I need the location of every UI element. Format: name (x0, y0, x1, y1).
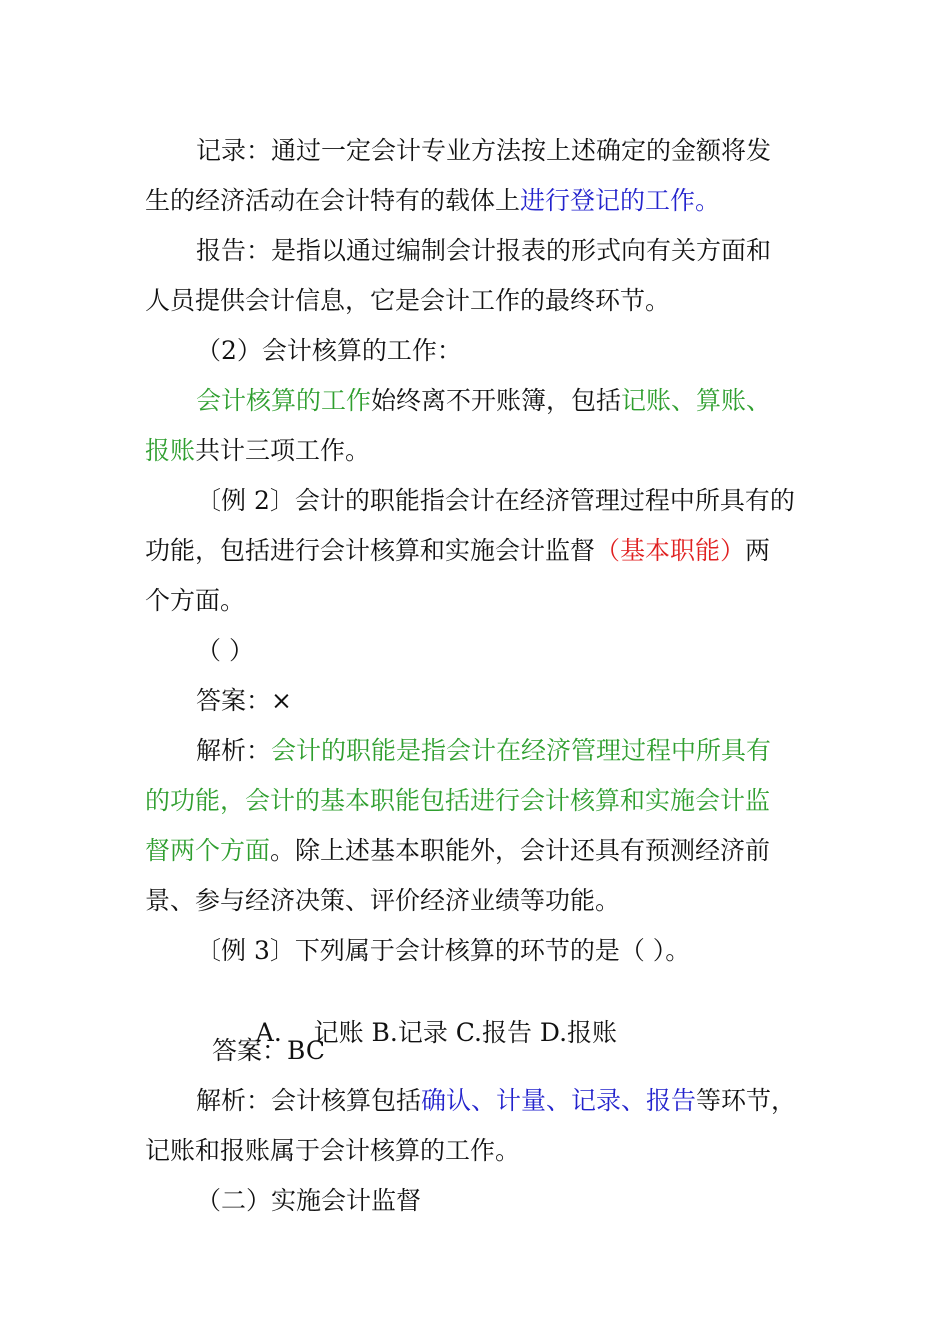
example2-analysis-line3 (145, 835, 770, 867)
example2-line3 (145, 585, 245, 617)
work-text: 始终离不开账簿，包括 (371, 386, 622, 415)
example2-line2 (145, 535, 770, 567)
work-text-cont: 共计三项工作。 (195, 436, 371, 465)
example2-analysis-line2 (145, 785, 770, 817)
subheading-text: （2）会计核算的工作： (196, 336, 462, 365)
answer-text: 答案：BC (212, 1036, 325, 1065)
example2-question-cont: 功能，包括进行会计核算和实施会计监督 (145, 536, 596, 565)
example3-answer (212, 1035, 325, 1067)
example2-question-tail: 两 (745, 536, 771, 565)
example3-question-text: 〔例 3〕下列属于会计核算的环节的是（ ）。 (196, 936, 691, 965)
section-heading (196, 1185, 421, 1217)
analysis-label: 解析： (196, 736, 272, 765)
paragraph-report-line1 (196, 235, 771, 267)
analysis-highlight: 会计的职能是指会计在经济管理过程中所具有 (271, 736, 772, 765)
example2-question-end: 个方面。 (145, 586, 246, 615)
example2-analysis-line4 (145, 885, 620, 917)
options-text: A. 记账 B.记录 C.报告 D.报账 (255, 1018, 618, 1047)
example3-question (196, 935, 690, 967)
example3-analysis-line1 (196, 1085, 796, 1117)
paragraph-record-line1 (196, 135, 771, 167)
paragraph-record-line2 (145, 185, 720, 217)
subheading-accounting-work (196, 335, 462, 367)
record-highlight: 进行登记的工作。 (520, 186, 721, 215)
record-text: 记录：通过一定会计专业方法按上述确定的金额将发 (196, 136, 772, 165)
analysis-highlight-cont: 的功能，会计的基本职能包括进行会计核算和实施会计监 (145, 786, 771, 815)
section-heading-text: （二）实施会计监督 (196, 1186, 422, 1215)
paragraph-work-line1 (196, 385, 771, 417)
report-text: 报告：是指以通过编制会计报表的形式向有关方面和 (196, 236, 772, 265)
analysis-text-tail: 等环节， (696, 1086, 797, 1115)
report-text-cont: 人员提供会计信息，它是会计工作的最终环节。 (145, 286, 671, 315)
analysis-text-cont: 记账和报账属于会计核算的工作。 (145, 1136, 521, 1165)
example2-line1 (196, 485, 795, 517)
paragraph-work-line2 (145, 435, 370, 467)
answer-blank: （ ） (196, 636, 254, 665)
example2-analysis-line1 (196, 735, 771, 767)
analysis-text-cont: 景、参与经济决策、评价经济业绩等功能。 (145, 886, 621, 915)
analysis-blue-highlight: 确认、计量、记录、报告 (421, 1086, 697, 1115)
record-text-cont: 生的经济活动在会计特有的载体上 (145, 186, 521, 215)
paragraph-report-line2 (145, 285, 670, 317)
example2-question: 〔例 2〕会计的职能指会计在经济管理过程中所具有的 (196, 486, 795, 515)
example2-answer (196, 685, 292, 717)
example2-red-note: （基本职能） (595, 536, 746, 565)
work-item-highlight: 报账 (145, 436, 196, 465)
example3-analysis-line2 (145, 1135, 520, 1167)
example2-blank (196, 635, 254, 667)
answer-text: 答案：× (196, 686, 292, 715)
analysis-text: 解析：会计核算包括 (196, 1086, 422, 1115)
analysis-text: 。除上述基本职能外，会计还具有预测经济前 (270, 836, 771, 865)
analysis-highlight-end: 督两个方面 (145, 836, 271, 865)
work-items-highlight: 记账、算账、 (621, 386, 772, 415)
work-highlight: 会计核算的工作 (196, 386, 372, 415)
